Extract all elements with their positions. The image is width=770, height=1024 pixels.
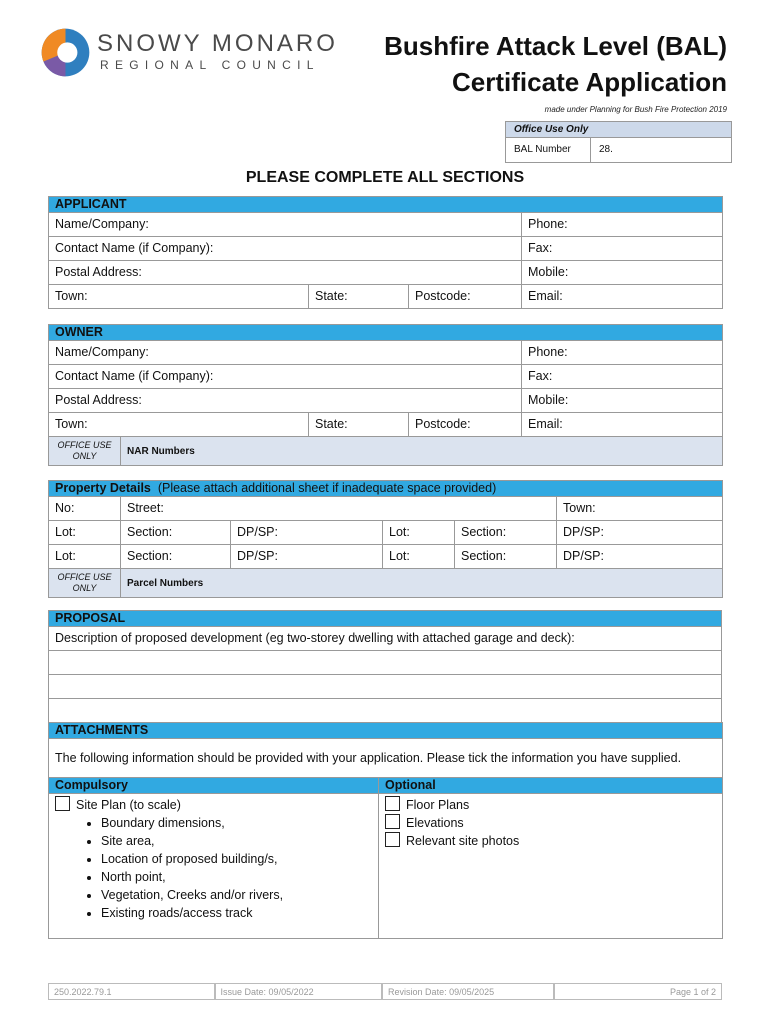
lot-field[interactable]: Lot: <box>383 521 455 545</box>
dpsp-field[interactable]: DP/SP: <box>557 521 723 545</box>
elevations-checkbox[interactable] <box>385 814 400 829</box>
owner-postal-field[interactable]: Postal Address: <box>49 389 522 413</box>
bal-number-label: BAL Number <box>506 138 591 162</box>
property-no-field[interactable]: No: <box>49 497 121 521</box>
title-line-2: Certificate Application <box>452 67 727 97</box>
attachments-heading: ATTACHMENTS <box>49 723 723 739</box>
property-town-field[interactable]: Town: <box>557 497 723 521</box>
lot-field[interactable]: Lot: <box>49 545 121 569</box>
office-use-box <box>505 121 732 163</box>
floor-plans-label: Floor Plans <box>406 798 470 812</box>
dpsp-field[interactable]: DP/SP: <box>557 545 723 569</box>
owner-fax-field[interactable]: Fax: <box>522 365 723 389</box>
list-item: • Location of proposed building/s, <box>101 850 372 868</box>
applicant-postal-field[interactable]: Postal Address: <box>49 261 522 285</box>
owner-contact-field[interactable]: Contact Name (if Company): <box>49 365 522 389</box>
parcel-numbers-field: Parcel Numbers <box>121 569 723 598</box>
nar-numbers-field: NAR Numbers <box>121 437 723 466</box>
dpsp-field[interactable]: DP/SP: <box>231 521 383 545</box>
attachments-section <box>48 722 723 939</box>
property-office-use-label: OFFICE USE ONLY <box>49 569 121 598</box>
applicant-heading: APPLICANT <box>49 197 723 213</box>
list-item: • Vegetation, Creeks and/or rivers, <box>101 886 372 904</box>
owner-state-field[interactable]: State: <box>309 413 409 437</box>
compulsory-list <box>49 794 379 939</box>
site-photos-label: Relevant site photos <box>406 834 520 848</box>
lot-field[interactable]: Lot: <box>383 545 455 569</box>
applicant-town-field[interactable]: Town: <box>49 285 309 309</box>
title-line-1: Bushfire Attack Level (BAL) <box>384 31 727 61</box>
lot-field[interactable]: Lot: <box>49 521 121 545</box>
footer-issue-date: Issue Date: 09/05/2022 <box>215 983 383 1000</box>
section-field[interactable]: Section: <box>455 545 557 569</box>
org-name: SNOWY MONARO <box>97 30 338 57</box>
footer-code: 250.2022.79.1 <box>48 983 215 1000</box>
property-heading-title: Property Details <box>55 481 151 495</box>
floor-plans-checkbox[interactable] <box>385 796 400 811</box>
property-heading <box>49 481 723 497</box>
proposal-line[interactable] <box>49 699 722 723</box>
owner-phone-field[interactable]: Phone: <box>522 341 723 365</box>
site-plan-label: Site Plan (to scale) <box>76 798 181 812</box>
bal-number-value[interactable]: 28. <box>599 144 613 155</box>
owner-name-field[interactable]: Name/Company: <box>49 341 522 365</box>
site-plan-checkbox[interactable] <box>55 796 70 811</box>
property-section <box>48 480 723 598</box>
list-item: • North point, <box>101 868 372 886</box>
list-item: • Site area, <box>101 832 372 850</box>
section-field[interactable]: Section: <box>121 521 231 545</box>
applicant-name-field[interactable]: Name/Company: <box>49 213 522 237</box>
compulsory-heading: Compulsory <box>49 778 379 794</box>
proposal-line[interactable] <box>49 675 722 699</box>
owner-section <box>48 324 723 466</box>
optional-heading: Optional <box>379 778 723 794</box>
applicant-email-field[interactable]: Email: <box>522 285 723 309</box>
footer-revision-date: Revision Date: 09/05/2025 <box>382 983 554 1000</box>
optional-list <box>379 794 723 939</box>
council-logo-icon <box>38 25 93 80</box>
office-use-heading: Office Use Only <box>506 122 731 138</box>
property-street-field[interactable]: Street: <box>121 497 557 521</box>
applicant-mobile-field[interactable]: Mobile: <box>522 261 723 285</box>
section-field[interactable]: Section: <box>121 545 231 569</box>
section-field[interactable]: Section: <box>455 521 557 545</box>
site-photos-checkbox[interactable] <box>385 832 400 847</box>
list-item: • Existing roads/access track <box>101 904 372 922</box>
page-title <box>384 28 727 100</box>
property-heading-note: (Please attach additional sheet if inadequate space provided) <box>157 481 497 495</box>
owner-town-field[interactable]: Town: <box>49 413 309 437</box>
owner-mobile-field[interactable]: Mobile: <box>522 389 723 413</box>
made-under-note: made under Planning for Bush Fire Protection 2019 <box>544 105 727 114</box>
proposal-heading: PROPOSAL <box>49 611 722 627</box>
proposal-line[interactable] <box>49 651 722 675</box>
footer <box>48 983 722 1000</box>
dpsp-field[interactable]: DP/SP: <box>231 545 383 569</box>
proposal-section <box>48 610 722 723</box>
applicant-contact-field[interactable]: Contact Name (if Company): <box>49 237 522 261</box>
applicant-postcode-field[interactable]: Postcode: <box>409 285 522 309</box>
footer-page-number: Page 1 of 2 <box>554 983 722 1000</box>
applicant-state-field[interactable]: State: <box>309 285 409 309</box>
list-item: • Boundary dimensions, <box>101 814 372 832</box>
applicant-phone-field[interactable]: Phone: <box>522 213 723 237</box>
org-subtitle: REGIONAL COUNCIL <box>100 58 320 72</box>
elevations-label: Elevations <box>406 816 464 830</box>
owner-office-use-label: OFFICE USE ONLY <box>49 437 121 466</box>
proposal-description-label: Description of proposed development (eg two-storey dwelling with attached garage and deck): <box>49 627 722 651</box>
complete-all-sections-heading: PLEASE COMPLETE ALL SECTIONS <box>245 169 525 186</box>
applicant-section <box>48 196 723 309</box>
owner-postcode-field[interactable]: Postcode: <box>409 413 522 437</box>
owner-email-field[interactable]: Email: <box>522 413 723 437</box>
owner-heading: OWNER <box>49 325 723 341</box>
applicant-fax-field[interactable]: Fax: <box>522 237 723 261</box>
attachments-intro: The following information should be provided with your application. Please tick the information you have supplied. <box>49 739 723 778</box>
